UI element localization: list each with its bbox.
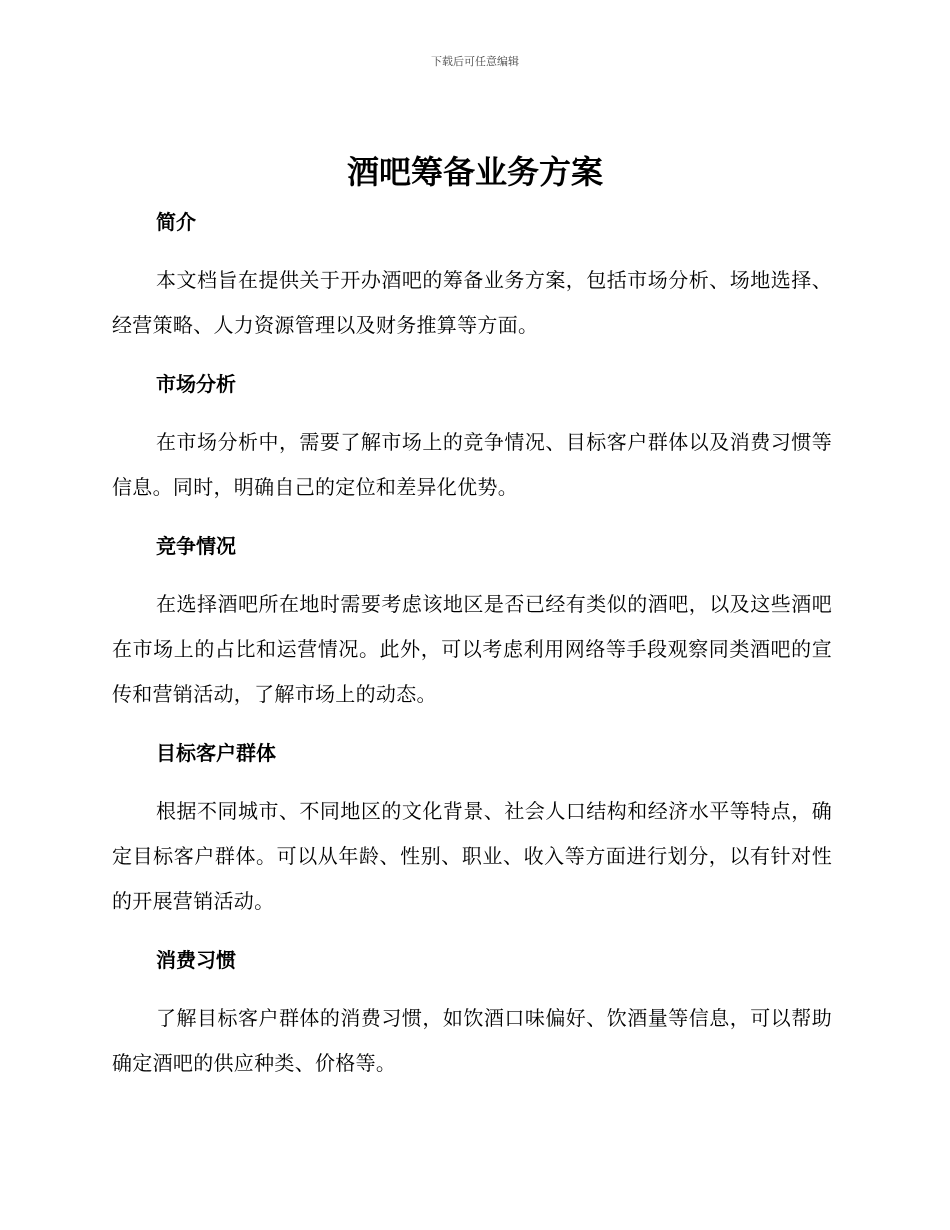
section-heading-competition: 竞争情况 (156, 534, 236, 558)
section-heading-intro: 简介 (156, 210, 196, 234)
section-paragraph-competition: 在选择酒吧所在地时需要考虑该地区是否已经有类似的酒吧，以及这些酒吧在市场上的占比和运营情况。此外，可以考虑利用网络等手段观察同类酒吧的宣传和营销活动，了解市场上的动态。 (112, 592, 832, 706)
section-consumption-habits (112, 938, 832, 1086)
section-target-customers (112, 731, 832, 938)
section-heading-consumption-habits: 消费习惯 (156, 948, 236, 972)
section-intro (112, 200, 832, 362)
section-competition (112, 524, 832, 731)
section-market-analysis (112, 362, 832, 524)
section-paragraph-target-customers: 根据不同城市、不同地区的文化背景、社会人口结构和经济水平等特点，确定目标客户群体。可以从年龄、性别、职业、收入等方面进行划分，以有针对性的开展营销活动。 (112, 799, 832, 913)
section-paragraph-intro: 本文档旨在提供关于开办酒吧的筹备业务方案，包括市场分析、场地选择、经营策略、人力资源管理以及财务推算等方面。 (112, 268, 832, 337)
section-paragraph-market-analysis: 在市场分析中，需要了解市场上的竞争情况、目标客户群体以及消费习惯等信息。同时，明确自己的定位和差异化优势。 (112, 430, 832, 499)
document-title: 酒吧筹备业务方案 (346, 153, 603, 191)
document-body (112, 200, 832, 1086)
section-heading-target-customers: 目标客户群体 (156, 741, 276, 765)
page-header-note: 下载后可任意编辑 (431, 55, 519, 68)
section-paragraph-consumption-habits: 了解目标客户群体的消费习惯，如饮酒口味偏好、饮酒量等信息，可以帮助确定酒吧的供应种类、价格等。 (112, 1006, 832, 1075)
section-heading-market-analysis: 市场分析 (156, 372, 236, 396)
